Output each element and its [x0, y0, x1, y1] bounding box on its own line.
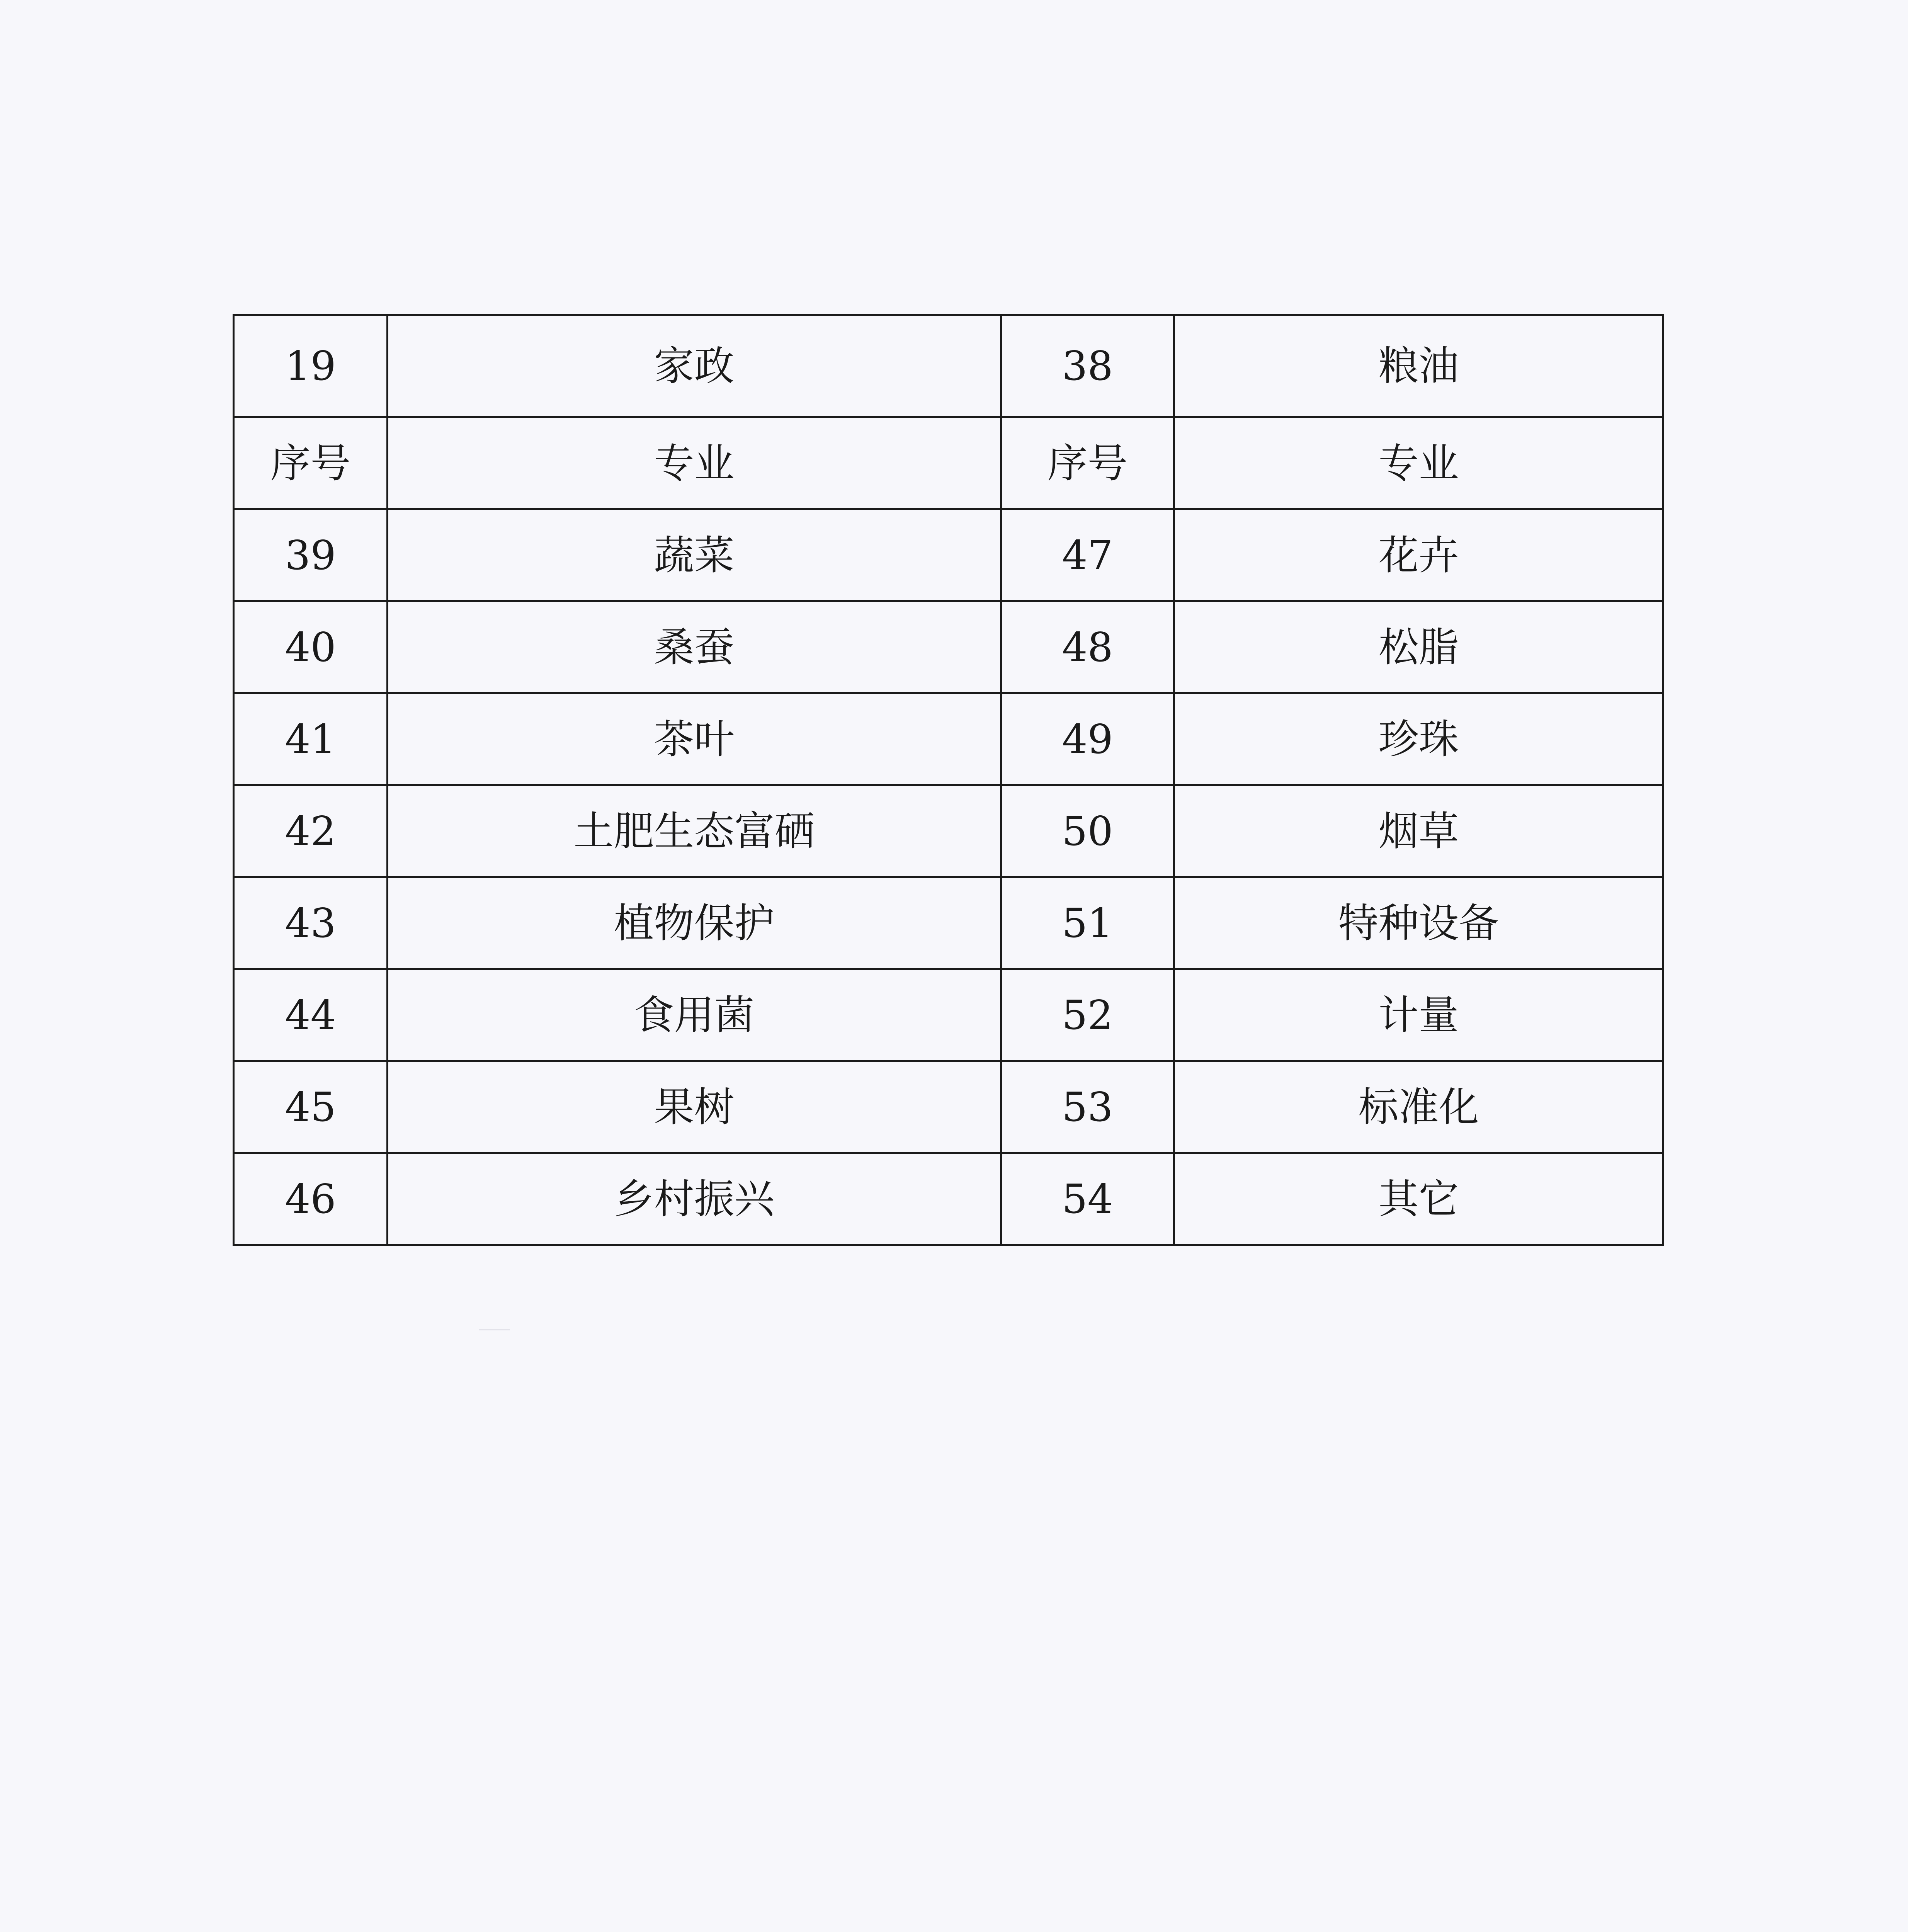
- specialty-cell: 花卉: [1174, 509, 1663, 601]
- table-row: [234, 601, 1663, 693]
- specialty-cell: 计量: [1174, 969, 1663, 1061]
- specialty-cell: 果树: [388, 1061, 1001, 1153]
- specialty-cell: 家政: [388, 315, 1001, 417]
- specialty-cell: 土肥生态富硒: [388, 785, 1001, 877]
- specialty-cell: 粮油: [1174, 315, 1663, 417]
- specialty-cell: 乡村振兴: [388, 1153, 1001, 1245]
- serial-number-cell: 50: [1001, 785, 1174, 877]
- table-row: [234, 509, 1663, 601]
- table-row: [234, 315, 1663, 417]
- specialty-cell: 特种设备: [1174, 877, 1663, 969]
- specialty-header: 专业: [1174, 417, 1663, 509]
- specialty-cell: 标准化: [1174, 1061, 1663, 1153]
- serial-number-cell: 54: [1001, 1153, 1174, 1245]
- serial-number-cell: 46: [234, 1153, 388, 1245]
- specialty-cell: 其它: [1174, 1153, 1663, 1245]
- serial-number-cell: 51: [1001, 877, 1174, 969]
- specialty-cell: 茶叶: [388, 693, 1001, 785]
- specialty-cell: 食用菌: [388, 969, 1001, 1061]
- specialty-cell: 珍珠: [1174, 693, 1663, 785]
- serial-number-cell: 19: [234, 315, 388, 417]
- specialty-cell: 桑蚕: [388, 601, 1001, 693]
- specialty-cell: 蔬菜: [388, 509, 1001, 601]
- serial-number-header: 序号: [1001, 417, 1174, 509]
- specialty-table: [233, 314, 1664, 1246]
- table-header-row: [234, 417, 1663, 509]
- serial-number-cell: 45: [234, 1061, 388, 1153]
- serial-number-cell: 41: [234, 693, 388, 785]
- table-row: [234, 969, 1663, 1061]
- serial-number-cell: 47: [1001, 509, 1174, 601]
- serial-number-cell: 43: [234, 877, 388, 969]
- serial-number-header: 序号: [234, 417, 388, 509]
- scan-artifact-line: [479, 1329, 510, 1330]
- table-row: [234, 785, 1663, 877]
- serial-number-cell: 52: [1001, 969, 1174, 1061]
- specialty-cell: 松脂: [1174, 601, 1663, 693]
- table-row: [234, 1061, 1663, 1153]
- serial-number-cell: 39: [234, 509, 388, 601]
- serial-number-cell: 40: [234, 601, 388, 693]
- table-row: [234, 1153, 1663, 1245]
- table-row: [234, 877, 1663, 969]
- specialty-cell: 植物保护: [388, 877, 1001, 969]
- serial-number-cell: 49: [1001, 693, 1174, 785]
- serial-number-cell: 42: [234, 785, 388, 877]
- serial-number-cell: 53: [1001, 1061, 1174, 1153]
- serial-number-cell: 48: [1001, 601, 1174, 693]
- table-row: [234, 693, 1663, 785]
- serial-number-cell: 44: [234, 969, 388, 1061]
- serial-number-cell: 38: [1001, 315, 1174, 417]
- specialty-header: 专业: [388, 417, 1001, 509]
- specialty-cell: 烟草: [1174, 785, 1663, 877]
